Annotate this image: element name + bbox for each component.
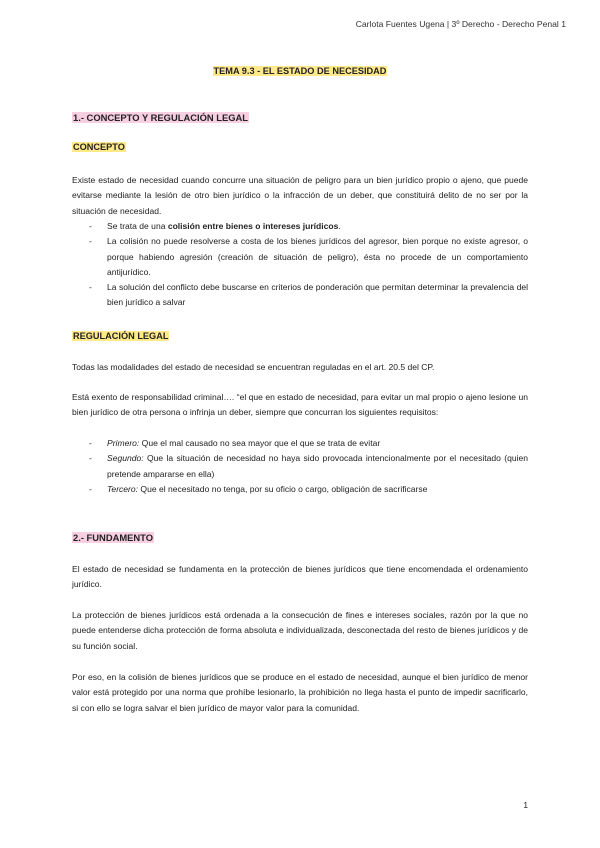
regulacion-heading bbox=[72, 331, 169, 341]
requisito-1 bbox=[72, 436, 528, 451]
document-title-text: TEMA 9.3 - EL ESTADO DE NECESIDAD bbox=[213, 66, 387, 76]
concepto-bullet-1 bbox=[72, 219, 528, 234]
page-number: 1 bbox=[523, 800, 528, 810]
bullet-1-bold: colisión entre bienes o intereses jurídicos bbox=[167, 221, 339, 231]
concepto-heading bbox=[72, 142, 126, 152]
requisito-2-label: Segundo: bbox=[107, 453, 144, 464]
requisito-3 bbox=[72, 482, 528, 497]
regulacion-heading-text: REGULACIÓN LEGAL bbox=[73, 331, 169, 341]
bullet-1-suffix: . bbox=[338, 221, 341, 231]
requisito-2 bbox=[72, 451, 528, 482]
concepto-paragraph: Existe estado de necesidad cuando concurre una situación de peligro para un bien jurídico propio o ajeno, que puede evitarse mediante la lesión de otro bien jurídico o la infracción de un deber, que constituirá delito de no ser por la situación de necesidad. bbox=[72, 175, 528, 216]
fundamento-paragraph-3: Por eso, en la colisión de bienes jurídicos que se produce en el estado de necesidad, aunque el bien jurídico de menor valor está protegido por una norma que prohíbe lesionarlo, la prohibición no llega hasta el punto de impedir sacrificarlo, si con ello se logra salvar el bien jurídico de mayor valor para la comunidad. bbox=[72, 672, 528, 713]
page-header: Carlota Fuentes Ugena | 3º Derecho - Derecho Penal 1 bbox=[355, 19, 566, 29]
requisitos-list bbox=[72, 436, 528, 497]
fundamento-paragraph-2: La protección de bienes jurídicos está ordenada a la consecución de fines e intereses sociales, razón por la que no puede entenderse dicha protección de forma absoluta e individualizada, desconectada del resto de bienes jurídicos y de su función social. bbox=[72, 610, 528, 651]
section-1-heading bbox=[72, 112, 249, 123]
concepto-heading-text: CONCEPTO bbox=[73, 142, 125, 152]
fundamento-paragraph-1: El estado de necesidad se fundamenta en la protección de bienes jurídicos que tiene encomendada el ordenamiento jurídico. bbox=[72, 564, 528, 590]
requisito-1-text: Que el mal causado no sea mayor que el que se trata de evitar bbox=[139, 438, 381, 448]
requisito-1-label: Primero: bbox=[107, 438, 140, 448]
concepto-bullet-2: - La colisión no puede resolverse a costa de los bienes jurídicos del agresor, bien porque no existe agresor, o porque habiendo agresión (creación de situación de peligro), ésta no procede de un comportamiento antijurídico. bbox=[72, 234, 528, 280]
requisito-2-text: Que la situación de necesidad no haya sido provocada intencionalmente por el necesitado (quien pretende ampararse en ella) bbox=[107, 453, 528, 479]
requisito-3-label: Tercero: bbox=[107, 483, 139, 494]
concepto-bullet-list bbox=[72, 219, 528, 311]
concepto-bullet-3: - La solución del conflicto debe buscarse en criterios de ponderación que permitan determinar la prevalencia del bien jurídico a salvar bbox=[72, 280, 528, 311]
section-2-heading-text: 2.- FUNDAMENTO bbox=[73, 532, 154, 543]
section-1-heading-text: 1.- CONCEPTO Y REGULACIÓN LEGAL bbox=[73, 112, 249, 123]
regulacion-paragraph-2: Está exento de responsabilidad criminal…. “el que en estado de necesidad, para evitar un mal propio o ajeno lesione un bien jurídico de otra persona o infrinja un deber, siempre que concurran los siguientes requisitos: bbox=[72, 392, 528, 418]
bullet-1-prefix: Se trata de una bbox=[107, 221, 168, 231]
document-title bbox=[0, 66, 600, 76]
section-2-heading bbox=[72, 532, 154, 543]
requisito-3-text: Que el necesitado no tenga, por su oficio o cargo, obligación de sacrificarse bbox=[138, 483, 428, 494]
regulacion-paragraph-1: Todas las modalidades del estado de necesidad se encuentran reguladas en el art. 20.5 del CP. bbox=[72, 362, 435, 372]
